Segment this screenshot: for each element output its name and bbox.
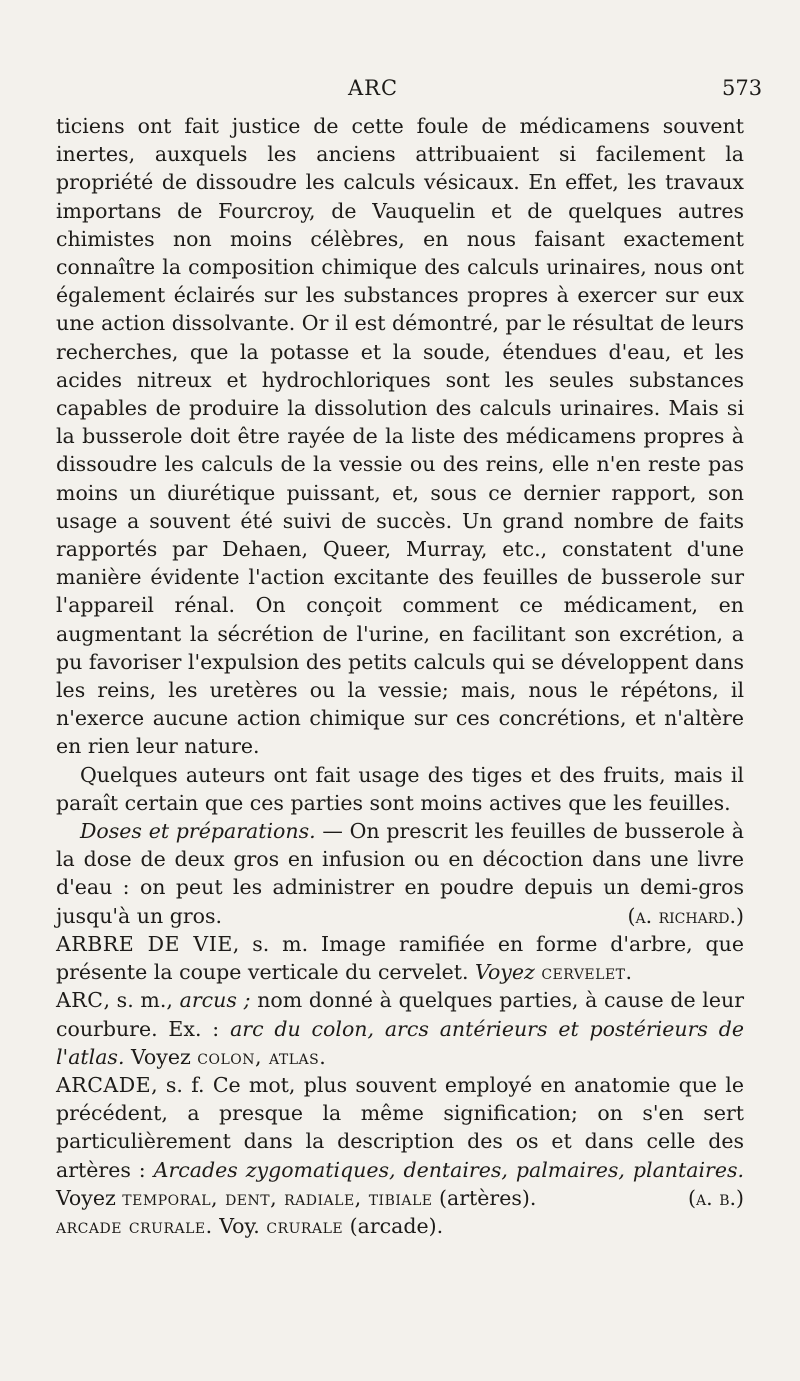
headword-arbre-de-vie: ARBRE DE VIE (56, 931, 233, 956)
arc-text-2: nom donné à quelques parties, à cause de leur courbure. Ex. : (56, 988, 744, 1041)
page-body (56, 112, 744, 1240)
author-signature-ab: (a. b.) (688, 1185, 744, 1210)
entry-arc (56, 986, 744, 1071)
arbre-voyez: Voyez (475, 960, 535, 985)
arcade-text-1: , s. f. Ce mot, plus souvent employé en anatomie que le précédent, a presque la même signification; on s'en sert particulièrement dans la description des os et dans celle des artères : (56, 1072, 744, 1182)
cross-ref-arteres: temporal, dent, radiale, tibiale (122, 1185, 433, 1210)
arcade-examples: Arcades zygomatiques, dentaires, palmaires, plantaires. (153, 1157, 744, 1182)
arbre-text: , s. m. Image ramifiée en forme d'arbre, que présente la coupe verticale du cervelet. (56, 931, 744, 985)
running-head: ARC (348, 76, 399, 100)
page-header (0, 76, 800, 106)
page-number: 573 (722, 76, 763, 100)
cross-ref-cervelet: cervelet. (541, 960, 633, 985)
arc-text-3: Voyez (124, 1044, 198, 1069)
author-signature-richard: (a. richard.) (627, 903, 744, 928)
entry-arbre-de-vie (56, 930, 744, 986)
paragraph-busserole-continuation: ticiens ont fait justice de cette foule de médicamens souvent inertes, auxquels les anciens attribuaient si facilement la propriété de dissoudre les calculs vésicaux. En effet, les travaux importans de Fourcroy, de Vauquelin et de quelques autres chimistes non moins célèbres, en nous faisant exactement connaître la composition chimique des calculs urinaires, nous ont également éclairés sur les substances propres à exercer sur eux une action dissolvante. Or il est démontré, par le résultat de leurs recherches, que la potasse et la soude, étendues d'eau, et les acides nitreux et hydrochloriques sont les seules substances capables de produire la dissolution des calculs urinaires. Mais si la busserole doit être rayée de la liste des médicamens propres à dissoudre les calculs de la vessie ou des reins, elle n'en reste pas moins un diurétique puissant, et, sous ce dernier rapport, son usage a souvent été suivi de succès. Un grand nombre de faits rapportés par Dehaen, Queer, Murray, etc., constatent d'une manière évidente l'action excitante des feuilles de busserole sur l'appareil rénal. On conçoit comment ce médicament, en augmentant la sécrétion de l'urine, en facilitant son excrétion, a pu favoriser l'expulsion des petits calculs qui se développent dans les reins, les uretères ou la vessie; mais, nous le répétons, il n'exerce aucune action chimique sur ces concrétions, et n'altère en rien leur nature. (56, 114, 744, 759)
headword-arcade-crurale: arcade crurale. (56, 1213, 213, 1238)
arcade-crurale-voy: Voy. (212, 1213, 267, 1238)
arc-text-1: , s. m., (103, 988, 180, 1013)
headword-arcade: ARCADE (56, 1072, 152, 1097)
arcade-text-3: (artères). (432, 1185, 537, 1210)
entry-arcade-crurale (56, 1212, 744, 1240)
paragraph-doses (56, 817, 744, 930)
arc-examples: arc du colon, arcs antérieurs et postérieurs de l'atlas. (56, 1016, 744, 1069)
arcade-crurale-tail: (arcade). (343, 1213, 444, 1238)
doses-text: — On prescrit les feuilles de busserole à la dose de deux gros en infusion ou en décoction dans une livre d'eau : on peut les administrer en poudre depuis un demi-gros jusqu'à un gros. (56, 819, 744, 928)
headword-arc: ARC (56, 988, 104, 1013)
paragraph-tiges-fruits: Quelques auteurs ont fait usage des tiges et des fruits, mais il paraît certain que ces parties sont moins actives que les feuilles. (56, 762, 744, 815)
arc-latin: arcus ; (179, 988, 251, 1013)
entry-arcade (56, 1071, 744, 1212)
cross-ref-colon-atlas: colon, atlas. (197, 1044, 327, 1069)
arcade-text-2: Voyez (56, 1185, 123, 1210)
doses-heading: Doses et préparations. (80, 819, 316, 844)
cross-ref-crurale: crurale (266, 1213, 344, 1238)
